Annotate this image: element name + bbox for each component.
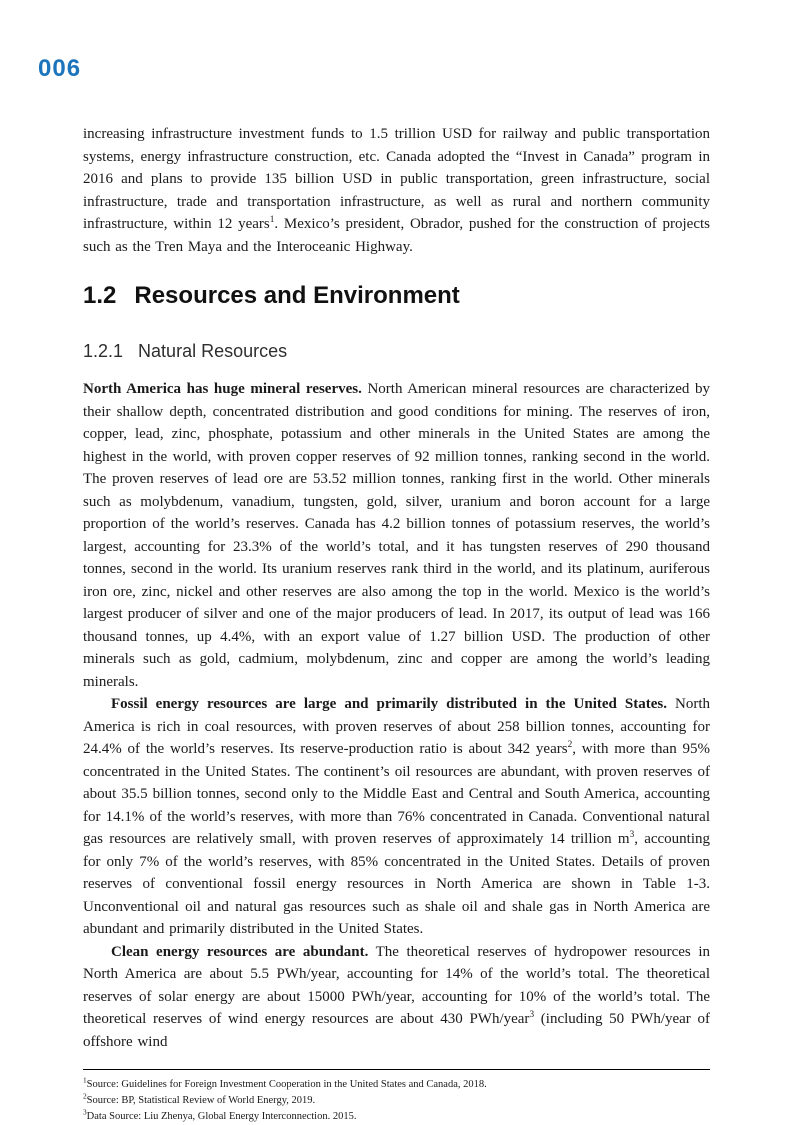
footnote-text: Source: BP, Statistical Review of World Energy, 2019.: [86, 1095, 316, 1106]
section-title: Resources and Environment: [134, 282, 460, 309]
footnote-1: [83, 1077, 710, 1093]
cubic-meter-exponent: 3: [629, 830, 635, 840]
paragraph-text: . Mexico’s president, Obrador, pushed for the construction of projects such as the Tren Maya and the Interoceanic Highway.: [83, 216, 710, 255]
paragraph-text: , with more than 95% concentrated in the United States. The continent’s oil resources are abundant, with proven reserves of about 35.5 billion tonnes, second only to the Middle East and Central and South America, accounting for 14.1% of the world’s reserves, with more than 76% concentrated in Canada. Conventional natural gas resources are relatively small, with proven reserves of approximately 14 trillion m: [83, 741, 710, 847]
footnote-separator: [83, 1069, 710, 1070]
footnote-text: Data Source: Liu Zhenya, Global Energy Interconnection. 2015.: [86, 1111, 357, 1122]
footnote-2: [83, 1093, 710, 1109]
footnote-marker: 1: [83, 1075, 87, 1085]
footnotes: [83, 1077, 710, 1125]
footnote-ref-2: 2: [567, 740, 573, 750]
paragraph-clean-energy: [83, 941, 710, 1054]
footnote-marker: 2: [83, 1091, 87, 1101]
subsection-title: Natural Resources: [138, 341, 288, 361]
paragraph-mineral-reserves: [83, 378, 710, 693]
paragraph-lead-bold: Fossil energy resources are large and primarily distributed in the United States.: [111, 696, 667, 712]
footnote-text: Source: Guidelines for Foreign Investment Cooperation in the United States and Canada, 2018.: [86, 1079, 487, 1090]
page-number: 006: [38, 55, 82, 82]
footnote-ref-1: 1: [269, 215, 275, 225]
paragraph-text: increasing infrastructure investment funds to 1.5 trillion USD for railway and public transportation systems, energy infrastructure construction, etc. Canada adopted the “Invest in Canada” program in 2016 and plans to provide 135 billion USD in public transportation, green infrastructure, social infrastructure, trade and transportation infrastructure, as well as rural and northern community infrastructure, within 12 years: [83, 126, 710, 232]
section-heading: [83, 283, 710, 309]
paragraph-text: The theoretical reserves of hydropower resources in North America are about 5.5 PWh/year, accounting for 14% of the world’s total. The theoretical reserves of solar energy are about 15000 PWh/year, accounting for 10% of the world’s total. The theoretical reserves of wind energy resources are about 430 PWh/year: [83, 943, 711, 1027]
subsection-heading: [83, 340, 710, 362]
footnote-ref-3: 3: [529, 1010, 535, 1020]
paragraph-text: , accounting for only 7% of the world’s reserves, with 85% concentrated in the United States. Details of proven reserves of conventional fossil energy resources in North America are shown in Table 1-3. Unconventional oil and natural gas resources such as shale oil and shale gas in North America are abundant and primarily distributed in the United States.: [83, 831, 710, 937]
paragraph-text: North America is rich in coal resources, with proven reserves of about 258 billion tonnes, accounting for 24.4% of the world’s reserves. Its reserve-production ratio is about 342 years: [83, 696, 711, 757]
paragraph-lead-bold: Clean energy resources are abundant.: [111, 943, 369, 960]
paragraph-text: North American mineral resources are characterized by their shallow depth, concentrated distribution and good conditions for mining. The reserves of iron, copper, lead, zinc, phosphate, potassium and other minerals in the United States are among the highest in the world, with proven copper reserves of 92 million tonnes, ranking second in the world. The proven reserves of lead ore are 53.52 million tonnes, ranking first in the world. Other minerals such as molybdenum, vanadium, tungsten, gold, silver, uranium and boron account for a large proportion of the world’s reserves. Canada has 4.2 billion tonnes of potassium reserves, the world’s largest, accounting for 23.3% of the world’s total, and it has tungsten reserves of 290 thousand tonnes, second in the world. Its uranium reserves rank third in the world, and its platinum, auriferous iron ore, zinc, nickel and other reserves are also among the top in the world. Mexico is the world’s largest producer of silver and one of the major producers of lead. In 2017, its output of lead was 166 thousand tonnes, up 4.4%, with an export value of 1.27 billion USD. The production of other minerals such as gold, cadmium, molybdenum, zinc and copper are among the world’s leading minerals.: [83, 381, 710, 690]
page-content: [83, 123, 710, 1125]
paragraph-infrastructure: [83, 123, 710, 258]
paragraph-fossil-energy: [83, 693, 710, 941]
section-number: 1.2: [83, 282, 117, 309]
paragraph-lead-bold: North America has huge mineral reserves.: [83, 381, 362, 397]
paragraph-text: (including 50 PWh/year of offshore wind: [83, 1011, 710, 1050]
subsection-number: 1.2.1: [83, 341, 124, 361]
footnote-3: [83, 1109, 710, 1125]
footnote-marker: 3: [83, 1107, 87, 1117]
